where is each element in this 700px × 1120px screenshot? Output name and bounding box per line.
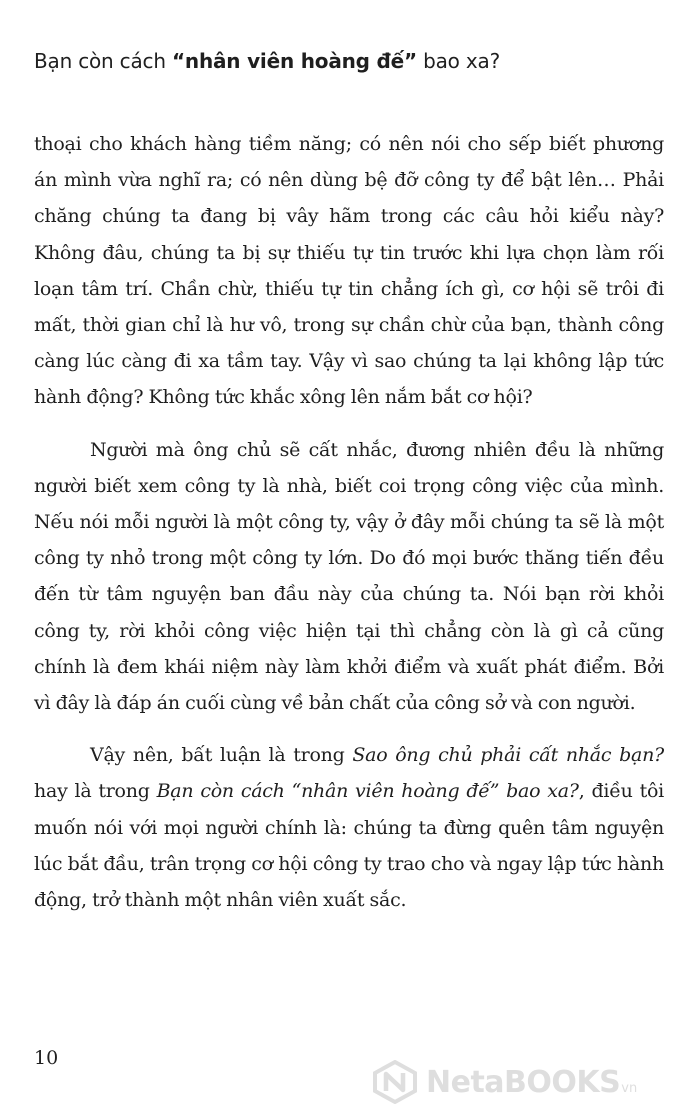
running-header: [34, 48, 500, 74]
paragraph-3-part-1: Vậy nên, bất luận là trong: [90, 744, 353, 767]
paragraph-3-part-3: , điều tôi muốn nói với mọi người chính là: chúng ta đừng quên tâm nguyện lúc bắt đầu, trân trọng cơ hội công ty trao cho và ngay lập tức hành động, trở thành một nhân viên xuất sắc.: [34, 780, 664, 912]
netabooks-logo-icon: [372, 1060, 418, 1104]
header-suffix: bao xa?: [416, 49, 500, 73]
watermark: [372, 1060, 637, 1104]
paragraph-1: thoại cho khách hàng tiềm năng; có nên nói cho sếp biết phương án mình vừa nghĩ ra; có nên dùng bệ đỡ công ty để bật lên… Phải chăng chúng ta đang bị vây hãm trong các câu hỏi kiểu này? Không đâu, chúng ta bị sự thiếu tự tin trước khi lựa chọn làm rối loạn tâm trí. Chần chừ, thiếu tự tin chẳng ích gì, cơ hội sẽ trôi đi mất, thời gian chỉ là hư vô, trong sự chần chừ của bạn, thành công càng lúc càng đi xa tầm tay. Vậy vì sao chúng ta lại không lập tức hành động? Không tức khắc xông lên nắm bắt cơ hội?: [34, 133, 664, 409]
body-text: [34, 126, 664, 918]
header-emphasis: “nhân viên hoàng đế”: [171, 49, 417, 73]
page-number: 10: [34, 1047, 59, 1069]
book-title-2: Bạn còn cách “nhân viên hoàng đế” bao xa?: [156, 780, 579, 803]
watermark-suffix: vn: [621, 1081, 638, 1096]
paragraph-3-part-2: hay là trong: [34, 780, 157, 803]
paragraph-2: Người mà ông chủ sẽ cất nhắc, đương nhiên đều là những người biết xem công ty là nhà, biết coi trọng công việc của mình. Nếu nói mỗi người là một công ty, vậy ở đây mỗi chúng ta sẽ là một công ty nhỏ trong một công ty lớn. Do đó mọi bước thăng tiến đều đến từ tâm nguyện ban đầu này của chúng ta. Nói bạn rời khỏi công ty, rời khỏi công việc hiện tại thì chẳng còn là gì cả cũng chính là đem khái niệm này làm khởi điểm và xuất phát điểm. Bởi vì đây là đáp án cuối cùng về bản chất của công sở và con người.: [34, 438, 664, 715]
paragraph-3: [34, 737, 664, 918]
book-title-1: Sao ông chủ phải cất nhắc bạn?: [352, 744, 664, 767]
watermark-brand: NetaBOOKS: [426, 1064, 621, 1100]
header-prefix: Bạn còn cách: [34, 49, 172, 73]
